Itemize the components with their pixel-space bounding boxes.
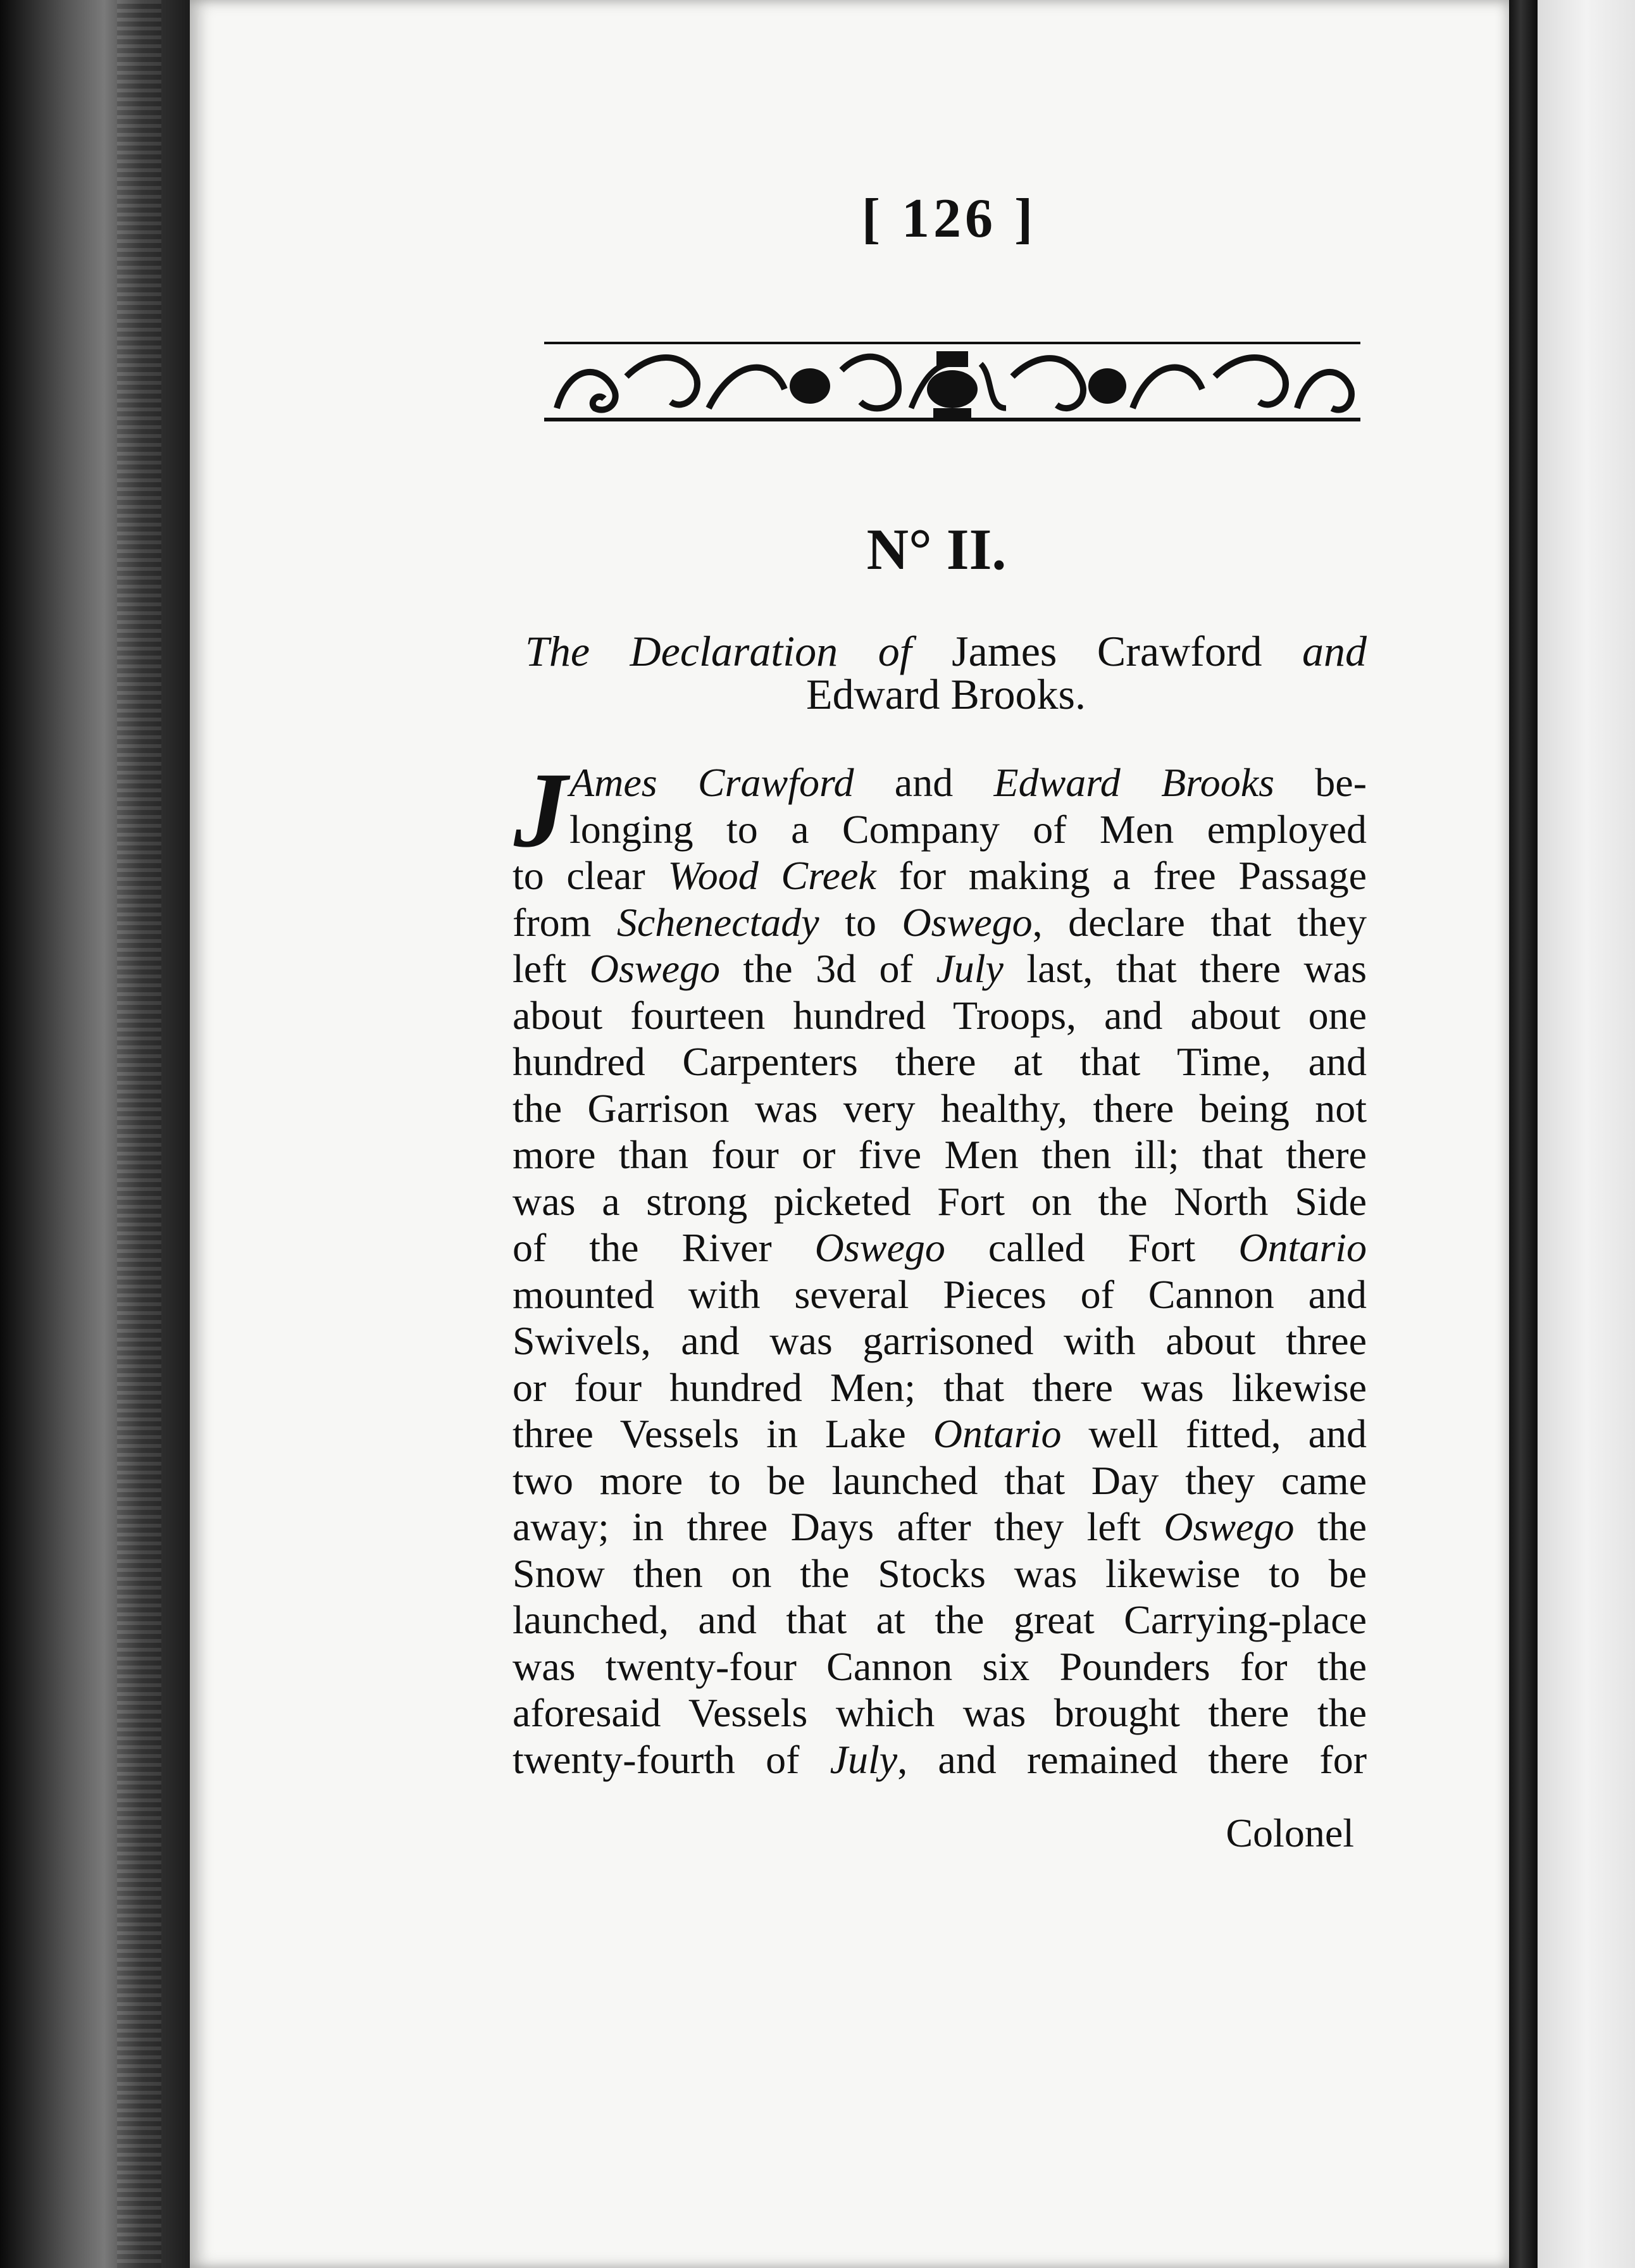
text-line [513, 1736, 1367, 1783]
title-word-the: The [525, 627, 590, 675]
facing-page-edge [1538, 0, 1635, 2268]
text-segment: left [513, 946, 590, 991]
text-segment: be- [1274, 760, 1367, 805]
page-edge-shadow [1509, 0, 1538, 2268]
text-segment: aforesaid Vessels which was brought there the [513, 1690, 1367, 1735]
text-segment: the [1294, 1504, 1367, 1549]
text-segment: to clear [513, 853, 668, 898]
title-word-of: of [878, 627, 912, 675]
text-segment: well fitted, and [1061, 1411, 1367, 1456]
text-line [513, 1550, 1367, 1597]
text-line [513, 1318, 1367, 1364]
text-line [513, 1131, 1367, 1178]
text-line [513, 852, 1367, 899]
text-segment: away; in three Days after they left [513, 1504, 1164, 1549]
text-segment: the 3d of [719, 946, 936, 991]
text-segment: more than four or five Men then ill; that there [513, 1132, 1367, 1177]
text-line [513, 806, 1367, 853]
text-segment: was twenty-four Cannon six Pounders for the [513, 1643, 1367, 1689]
italic-term: Edward Brooks [993, 760, 1274, 805]
text-segment: mounted with several Pieces of Cannon and [513, 1271, 1367, 1317]
catchword: Colonel [1226, 1810, 1354, 1855]
title-word-declaration: Declaration [630, 627, 838, 675]
italic-term: Schenectady [616, 899, 819, 945]
text-segment: for making a free Passage [876, 853, 1367, 898]
text-segment: called Fort [945, 1225, 1239, 1270]
text-line [513, 1457, 1367, 1504]
italic-term: Oswego [814, 1225, 945, 1270]
italic-term: July [936, 946, 1004, 991]
text-line [513, 1038, 1367, 1085]
text-line [513, 759, 1367, 806]
text-segment: , and remained there for [897, 1736, 1367, 1782]
text-segment: of the River [513, 1225, 815, 1270]
text-segment: three Vessels in Lake [513, 1411, 933, 1456]
text-line [513, 1690, 1367, 1736]
text-segment: hundred Carpenters there at that Time, and [513, 1039, 1367, 1084]
italic-term: Ontario [1238, 1225, 1367, 1270]
text-segment: , declare that they [1032, 899, 1367, 945]
text-line [513, 1271, 1367, 1318]
text-line [513, 1597, 1367, 1643]
book-binding-left [0, 0, 190, 2268]
ornamental-headpiece [544, 339, 1360, 427]
text-segment: or four hundred Men; that there was likewise [513, 1364, 1367, 1410]
declaration-body-text [513, 759, 1367, 1783]
text-line [513, 1643, 1367, 1690]
italic-term: July [830, 1736, 898, 1782]
declaration-title-line2: Edward Brooks. [806, 670, 1086, 718]
italic-term: Wood Creek [668, 853, 876, 898]
text-segment: Snow then on the Stocks was likewise to be [513, 1550, 1367, 1596]
text-segment: longing to a Company of Men employed [569, 806, 1367, 852]
italic-term: Oswego [1164, 1504, 1295, 1549]
italic-term: Ames Crawford [569, 760, 854, 805]
text-segment: last, that there was [1003, 946, 1367, 991]
italic-term: Oswego [902, 899, 1033, 945]
section-heading: N° II. [866, 517, 1007, 582]
italic-term: Oswego [589, 946, 720, 991]
text-line [513, 899, 1367, 946]
italic-term: Ontario [933, 1411, 1062, 1456]
drop-cap-initial: J [514, 751, 568, 869]
text-segment: twenty-fourth of [513, 1736, 830, 1782]
text-segment: from [513, 899, 617, 945]
text-line [513, 1364, 1367, 1411]
text-segment: to [819, 899, 902, 945]
text-segment: launched, and that at the great Carrying-place [513, 1597, 1367, 1642]
text-segment: two more to be launched that Day they came [513, 1457, 1367, 1503]
text-segment: the Garrison was very healthy, there being not [513, 1085, 1367, 1131]
text-line [513, 1178, 1367, 1225]
title-word-and: and [1302, 627, 1367, 675]
text-segment: and [854, 760, 994, 805]
text-line [513, 1085, 1367, 1132]
title-name-james-crawford: James Crawford [952, 627, 1262, 675]
text-line [513, 1411, 1367, 1457]
text-line [513, 1224, 1367, 1271]
text-segment: Swivels, and was garrisoned with about three [513, 1318, 1367, 1363]
text-line [513, 945, 1367, 992]
text-line [513, 1504, 1367, 1550]
text-line [513, 992, 1367, 1039]
page-number: [ 126 ] [861, 188, 1037, 249]
text-segment: was a strong picketed Fort on the North Side [513, 1178, 1367, 1224]
text-segment: about fourteen hundred Troops, and about one [513, 992, 1367, 1038]
